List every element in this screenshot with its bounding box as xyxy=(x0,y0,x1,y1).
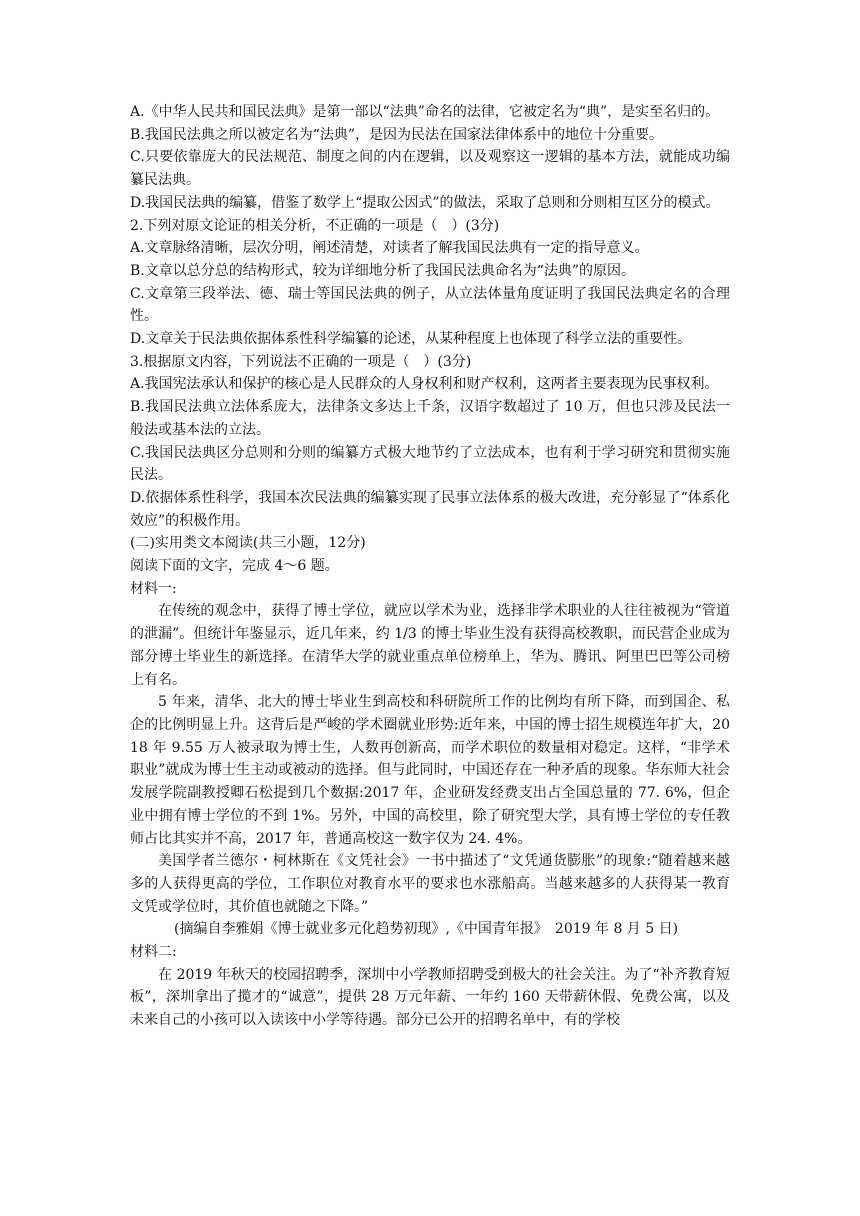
question-2: 2.下列对原文论证的相关分析，不正确的一项是（ ）(3分) xyxy=(130,217,500,234)
option-3c: C.我国民法典区分总则和分则的编纂方式极大地节约了立法成本，也有利于学习研究和贯彻实施民法。 xyxy=(130,444,730,484)
reading-instruction: 阅读下面的文字，完成 4～6 题。 xyxy=(130,558,339,575)
document-page xyxy=(130,101,730,1032)
material-1-paragraph: 美国学者兰德尔・柯林斯在《文凭社会》一书中描述了“文凭通货膨胀”的现象:“随着越来越多的人获得更高的学位，工作职位对教育水平的要求也水涨船高。当越来越多的人获得某一教育文凭或学位时，其价值也就随之下降。” xyxy=(130,853,730,915)
option-2b: B.文章以总分总的结构形式，较为详细地分析了我国民法典命名为“法典”的原因。 xyxy=(130,262,636,279)
section-heading: (二)实用类文本阅读(共三小题，12分) xyxy=(130,535,366,552)
option-2d: D.文章关于民法典依据体系性科学编纂的论述，从某种程度上也体现了科学立法的重要性。 xyxy=(130,331,692,348)
material-1-heading: 材料一: xyxy=(130,580,177,597)
option-1c: C.只要依靠庞大的民法规范、制度之间的内在逻辑，以及观察这一逻辑的基本方法，就能成功编纂民法典。 xyxy=(130,149,730,189)
option-2a: A.文章脉络清晰，层次分明，阐述清楚，对读者了解我国民法典有一定的指导意义。 xyxy=(130,240,649,257)
option-2c: C.文章第三段举法、德、瑞士等国民法典的例子，从立法体量角度证明了我国民法典定名的合理性。 xyxy=(130,285,730,325)
option-1b: B.我国民法典之所以被定名为“法典”，是因为民法在国家法律体系中的地位十分重要。 xyxy=(130,126,664,143)
option-1d: D.我国民法典的编纂，借鉴了数学上“提取公因式”的做法，采取了总则和分则相互区分的模式。 xyxy=(130,194,720,211)
option-3d: D.依据体系性科学，我国本次民法典的编纂实现了民事立法体系的极大改进，充分彰显了“体系化效应”的积极作用。 xyxy=(130,489,730,529)
material-1-source: (摘编自李雅娟《博士就业多元化趋势初现》,《中国青年报》 2019 年 8 月 5 日) xyxy=(174,921,679,938)
material-2-heading: 材料二: xyxy=(130,944,177,961)
option-1a: A.《中华人民共和国民法典》是第一部以“法典”命名的法律，它被定名为“典”，是实至名归的。 xyxy=(130,104,720,120)
material-2-paragraph: 在 2019 年秋天的校园招聘季，深圳中小学教师招聘受到极大的社会关注。为了“补齐教育短板”，深圳拿出了揽才的“诚意”，提供 28 万元年薪、一年约 160 天带薪休假、免费公寓，以及未来自己的小孩可以入读该中小学等待遇。部分已公开的招聘名单中，有的学校 xyxy=(130,966,730,1029)
option-3a: A.我国宪法承认和保护的核心是人民群众的人身权利和财产权利，这两者主要表现为民事权利。 xyxy=(130,376,719,393)
option-3b: B.我国民法典立法体系庞大，法律条文多达上千条，汉语字数超过了 10 万，但也只涉及民法一般法或基本法的立法。 xyxy=(130,399,730,438)
material-1-paragraph: 在传统的观念中，获得了博士学位，就应以学术为业，选择非学术职业的人往往被视为“管道的泄漏”。但统计年鉴显示，近几年来，约 1/3 的博士毕业生没有获得高校教职，而民营企业成为部分博士毕业生的新选择。在清华大学的就业重点单位榜单上，华为、腾讯、阿里巴巴等公司榜上有名。 xyxy=(130,603,730,688)
material-1-paragraph: 5 年来，清华、北大的博士毕业生到高校和科研院所工作的比例均有所下降，而到国企、私企的比例明显上升。这背后是严峻的学术圈就业形势:近年来，中国的博士招生规模连年扩大，2018 年 9.55 万人被录取为博士生，人数再创新高，而学术职位的数量相对稳定。这样，“非学术职业”就成为博士生主动或被动的选择。但与此同时，中国还存在一种矛盾的现象。华东师大社会发展学院副教授卿石松提到几个数据:2017 年，企业研发经费支出占全国总量的 77. 6%，但企业中拥有博士学位的不到 1%。另外，中国的高校里，除了研究型大学，具有博士学位的专任教师占比其实并不高，2017 年，普通高校这一数字仅为 24. 4%。 xyxy=(130,694,730,847)
question-3: 3.根据原文内容，下列说法不正确的一项是（ ）(3分) xyxy=(130,353,472,370)
